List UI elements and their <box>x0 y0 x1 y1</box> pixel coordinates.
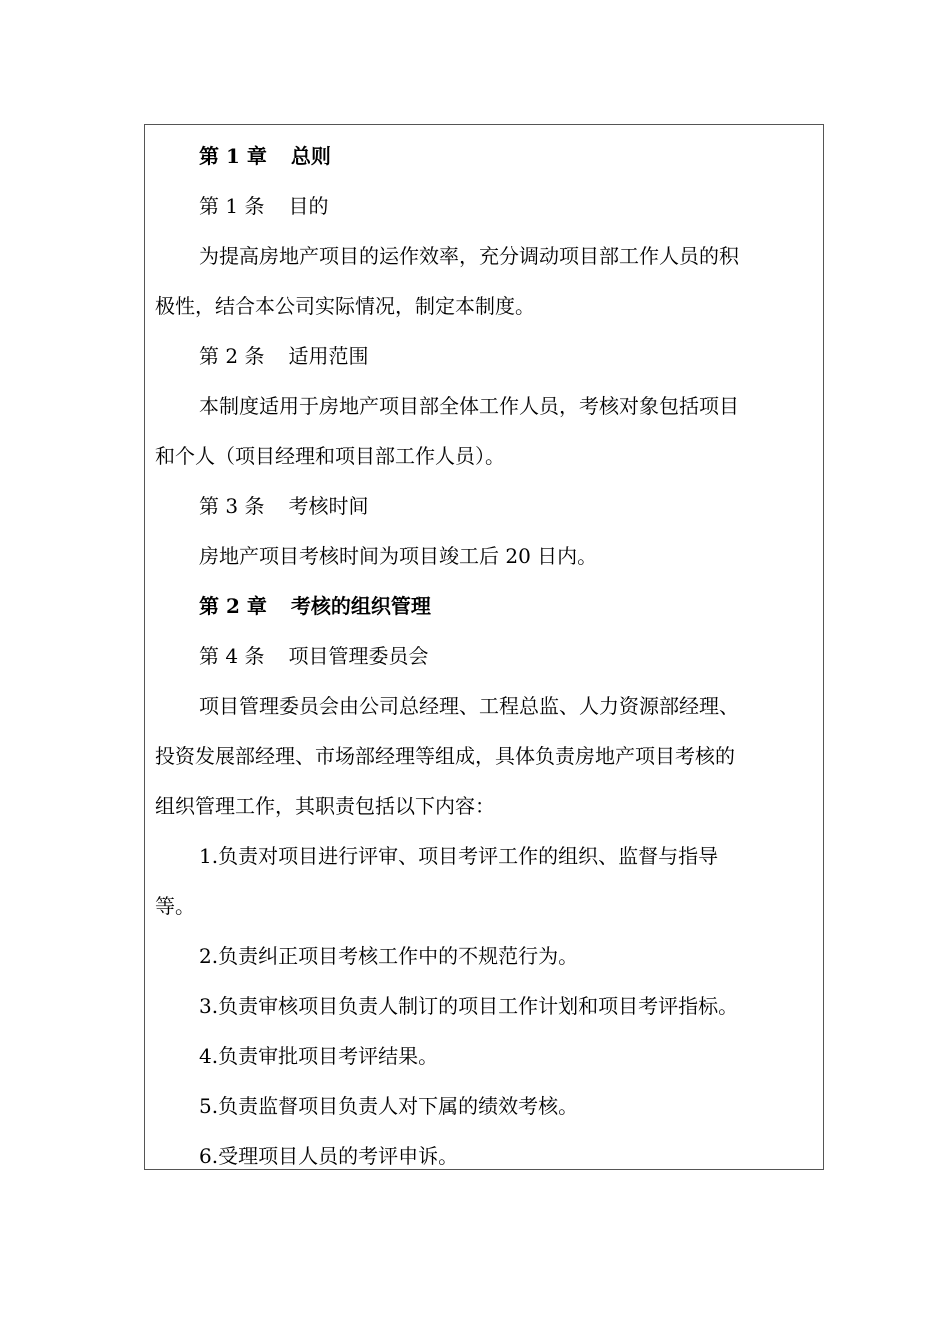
article-4-body-line-1: 项目管理委员会由公司总经理、工程总监、人力资源部经理、 <box>199 694 739 718</box>
chapter-1-title: 总则 <box>290 144 331 168</box>
duty-item-6: 6.受理项目人员的考评申诉。 <box>199 1144 459 1168</box>
article-2-body-line-1: 本制度适用于房地产项目部全体工作人员，考核对象包括项目 <box>199 394 739 418</box>
duty-item-1-continued: 等。 <box>155 894 195 918</box>
article-4-heading <box>155 631 813 681</box>
document-frame <box>144 124 824 1170</box>
article-3-title: 考核时间 <box>288 494 369 518</box>
article-1-heading <box>155 181 813 231</box>
article-3-number: 第 3 条 <box>199 494 265 518</box>
article-2-heading <box>155 331 813 381</box>
duty-item-1: 1.负责对项目进行评审、项目考评工作的组织、监督与指导 <box>199 844 719 868</box>
article-2-body-line-2: 和个人（项目经理和项目部工作人员）。 <box>155 444 505 468</box>
duty-item-5: 5.负责监督项目负责人对下属的绩效考核。 <box>199 1094 579 1118</box>
article-4-title: 项目管理委员会 <box>288 644 429 668</box>
duty-item-2: 2.负责纠正项目考核工作中的不规范行为。 <box>199 944 579 968</box>
article-4-body-line-3: 组织管理工作，其职责包括以下内容： <box>155 794 495 818</box>
article-2-title: 适用范围 <box>288 344 369 368</box>
article-2-number: 第 2 条 <box>199 344 265 368</box>
duty-item-3: 3.负责审核项目负责人制订的项目工作计划和项目考评指标。 <box>199 994 739 1018</box>
duty-item-4: 4.负责审批项目考评结果。 <box>199 1044 439 1068</box>
article-1-number: 第 1 条 <box>199 194 265 218</box>
article-1-title: 目的 <box>288 194 329 218</box>
article-3-heading <box>155 481 813 531</box>
chapter-2-title: 考核的组织管理 <box>290 594 431 618</box>
article-1-body-line-2: 极性，结合本公司实际情况，制定本制度。 <box>155 294 535 318</box>
chapter-1-heading <box>155 131 813 181</box>
article-3-body: 房地产项目考核时间为项目竣工后 20 日内。 <box>199 544 598 568</box>
article-4-number: 第 4 条 <box>199 644 265 668</box>
chapter-2-number: 第 2 章 <box>199 594 267 618</box>
article-4-body-line-2: 投资发展部经理、市场部经理等组成，具体负责房地产项目考核的 <box>155 744 735 768</box>
chapter-2-heading <box>155 581 813 631</box>
chapter-1-number: 第 1 章 <box>199 144 267 168</box>
article-1-body-line-1: 为提高房地产项目的运作效率，充分调动项目部工作人员的积 <box>199 244 739 268</box>
